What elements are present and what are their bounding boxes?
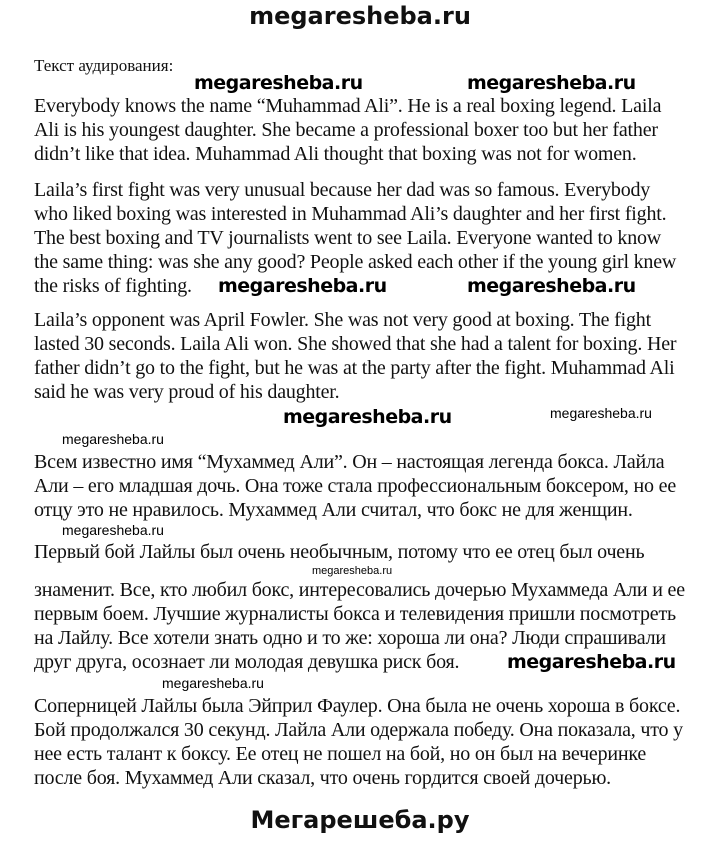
site-header: megaresheba.ru bbox=[249, 2, 471, 30]
site-footer: Мегарешеба.ру bbox=[250, 806, 470, 834]
text-line: said he was very proud of his daughter. bbox=[34, 381, 340, 403]
watermark: megaresheba.ru bbox=[218, 275, 387, 297]
watermark: megaresheba.ru bbox=[507, 651, 676, 673]
watermark: megaresheba.ru bbox=[194, 72, 363, 94]
text-line: who liked boxing was interested in Muhammad Ali’s daughter and her first fight. bbox=[34, 203, 667, 225]
text-line: Ali is his youngest daughter. She became a professional boxer too but her father bbox=[34, 119, 658, 141]
text-line: father didn’t go to the fight, but he was at the party after the fight. Muhammad Ali bbox=[34, 357, 675, 379]
watermark-small: megaresheba.ru bbox=[162, 675, 264, 691]
watermark: megaresheba.ru bbox=[283, 406, 452, 428]
text-line: Соперницей Лайлы была Эйприл Фаулер. Она была не очень хороша в боксе. bbox=[34, 695, 681, 717]
text-line: Первый бой Лайлы был очень необычным, потому что ее отец был очень bbox=[34, 541, 645, 563]
text-line: знаменит. Все, кто любил бокс, интересовались дочерью Мухаммеда Али и ее bbox=[34, 579, 685, 601]
watermark-small: megaresheba.ru bbox=[312, 565, 393, 577]
text-line: Everybody knows the name “Muhammad Ali”. He is a real boxing legend. Laila bbox=[34, 95, 662, 117]
text-line: Laila’s first fight was very unusual because her dad was so famous. Everybody bbox=[34, 179, 651, 201]
text-line: на Лайлу. Все хотели знать одно и то же: хороша ли она? Люди спрашивали bbox=[34, 627, 666, 649]
text-line: отцу это не нравилось. Мухаммед Али считал, что бокс не для женщин. bbox=[34, 499, 633, 521]
watermark: megaresheba.ru bbox=[467, 275, 636, 297]
watermark-small: megaresheba.ru bbox=[62, 431, 164, 447]
text-line: Али – его младшая дочь. Она тоже стала профессиональным боксером, но ее bbox=[34, 475, 676, 497]
text-line: нее есть талант к боксу. Ее отец не пошел на бой, но он был на вечеринке bbox=[34, 743, 647, 765]
text-line: lasted 30 seconds. Laila Ali won. She showed that she had a talent for boxing. Her bbox=[34, 333, 677, 355]
text-line: первым боем. Лучшие журналисты бокса и телевидения пришли посмотреть bbox=[34, 603, 676, 625]
text-line: didn’t like that idea. Muhammad Ali thought that boxing was not for women. bbox=[34, 143, 637, 165]
text-line: The best boxing and TV journalists went to see Laila. Everyone wanted to know bbox=[34, 227, 662, 249]
text-line: the risks of fighting. bbox=[34, 275, 192, 297]
watermark: megaresheba.ru bbox=[467, 72, 636, 94]
section-label: Текст аудирования: bbox=[34, 56, 174, 75]
text-line: Laila’s opponent was April Fowler. She was not very good at boxing. The fight bbox=[34, 309, 651, 331]
text-line: Бой продолжался 30 секунд. Лайла Али одержала победу. Она показала, что у bbox=[34, 719, 683, 741]
watermark-small: megaresheba.ru bbox=[550, 405, 652, 421]
text-line: друг друга, осознает ли молодая девушка риск боя. bbox=[34, 651, 460, 673]
text-line: the same thing: was she any good? People asked each other if the young girl knew bbox=[34, 251, 677, 273]
text-line: Всем известно имя “Мухаммед Али”. Он – настоящая легенда бокса. Лайла bbox=[34, 451, 665, 473]
text-line: после боя. Мухаммед Али сказал, что очень гордится своей дочерью. bbox=[34, 767, 611, 789]
watermark-small: megaresheba.ru bbox=[62, 522, 164, 538]
